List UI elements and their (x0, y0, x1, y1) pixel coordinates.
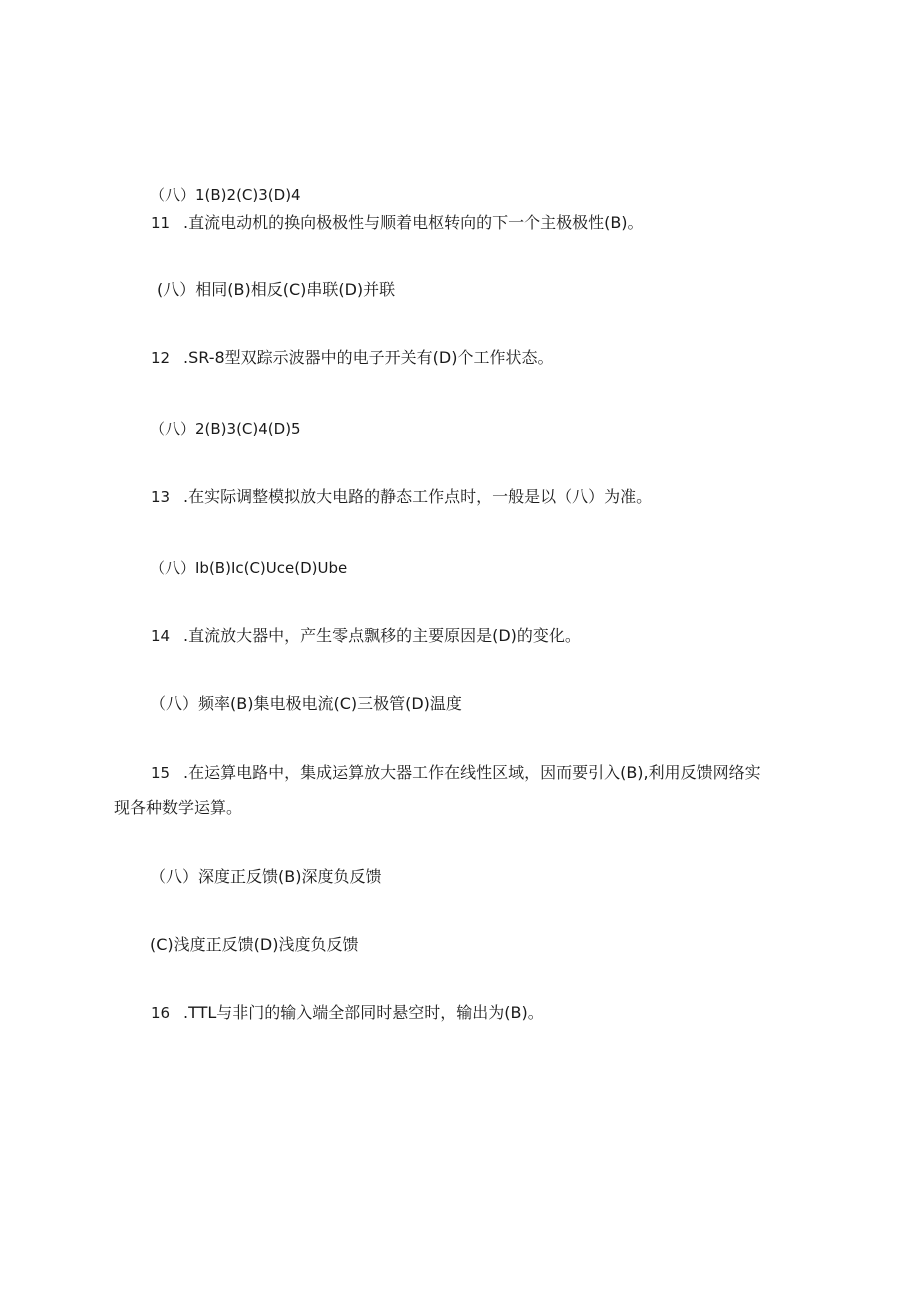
question-13 (151, 489, 652, 505)
options-q12 (150, 422, 301, 437)
question-number: 13 (151, 488, 171, 506)
question-number: 15 (151, 764, 171, 782)
options-q10 (150, 188, 301, 203)
question-16 (151, 1005, 544, 1021)
question-11 (151, 215, 644, 231)
question-text: .SR-8型双踪示波器中的电子开关有(D)个工作状态。 (183, 348, 554, 367)
option-text: （八）深度正反馈(B)深度负反馈 (150, 867, 382, 886)
question-text: .在运算电路中，集成运算放大器工作在线性区域，因而要引入(B),利用反馈网络实 (183, 763, 761, 782)
option-text: (C)浅度正反馈(D)浅度负反馈 (150, 935, 359, 954)
option-text: （八）Ib(B)Ic(C)Uce(D)Ube (150, 559, 348, 577)
options-q13 (150, 561, 347, 576)
question-text: .TTL与非门的输入端全部同时悬空时，输出为(B)。 (183, 1003, 544, 1022)
option-text: （八）1(B)2(C)3(D)4 (150, 186, 301, 204)
question-12 (151, 350, 553, 366)
question-number: 14 (151, 627, 171, 645)
question-14 (151, 628, 581, 644)
question-number: 16 (151, 1004, 171, 1022)
question-text: .在实际调整模拟放大电路的静态工作点时，一般是以（八）为准。 (183, 487, 653, 506)
options-q14 (150, 696, 462, 712)
options-q15-line1 (150, 869, 381, 885)
option-text: （八）频率(B)集电极电流(C)三极管(D)温度 (150, 694, 462, 713)
question-15 (151, 765, 761, 781)
options-q11 (157, 282, 395, 298)
option-text: （八）2(B)3(C)4(D)5 (150, 420, 301, 438)
question-15-continuation: 现各种数学运算。 (114, 798, 243, 817)
question-text: .直流放大器中，产生零点飘移的主要原因是(D)的变化。 (183, 626, 581, 645)
question-number: 11 (151, 214, 171, 232)
question-number: 12 (151, 349, 171, 367)
question-text: .直流电动机的换向极极性与顺着电枢转向的下一个主极极性(B)。 (183, 213, 644, 232)
option-text: (八）相同(B)相反(C)串联(D)并联 (157, 280, 396, 299)
options-q15-line2 (150, 937, 358, 953)
